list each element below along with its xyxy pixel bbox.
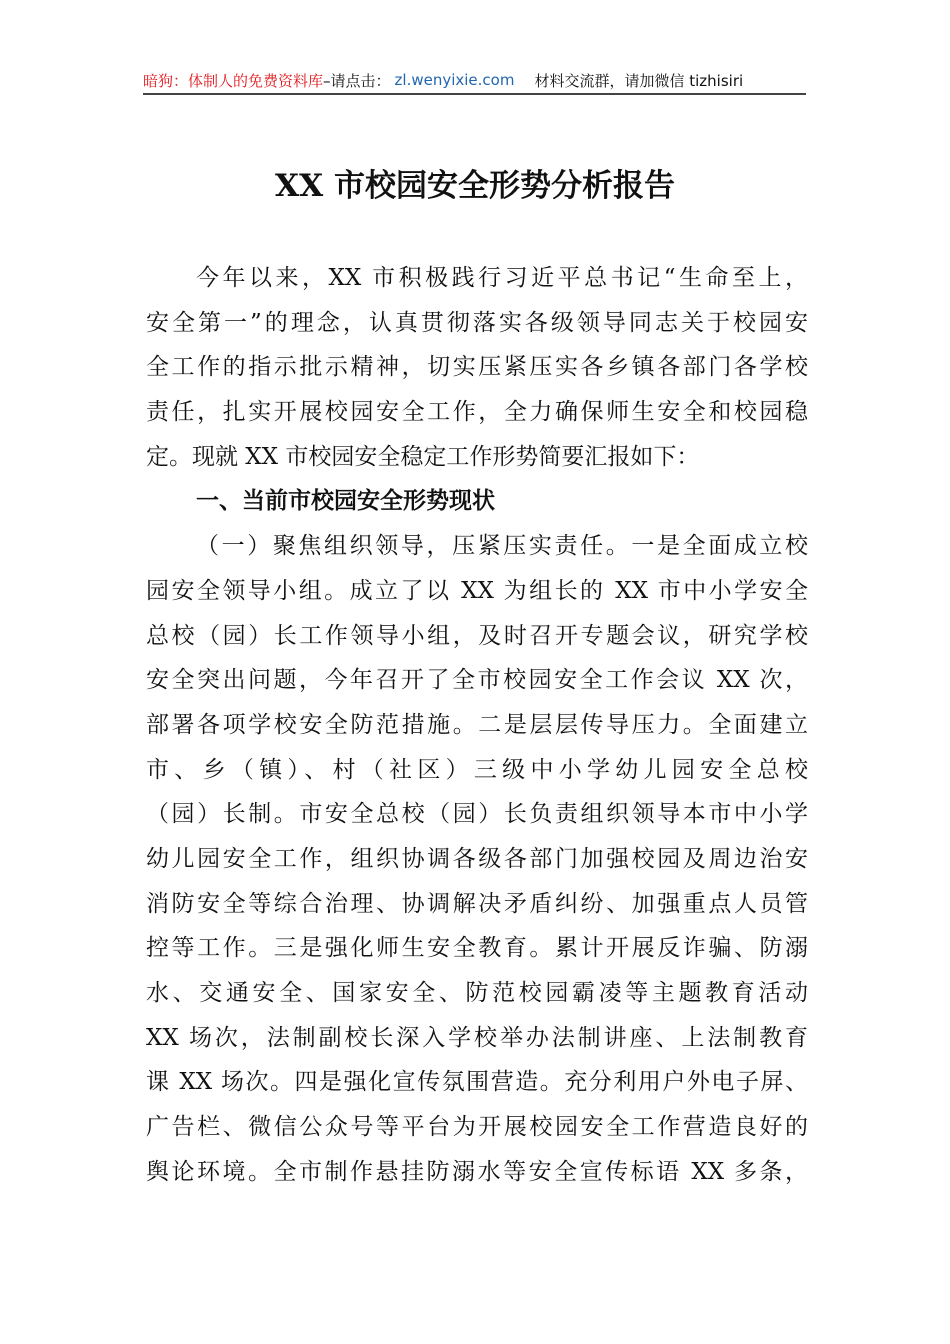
paragraph-line: （一）聚焦组织领导，压紧压实责任。一是全面成立校 xyxy=(196,533,808,560)
paragraph-line: 消防安全等综合治理、协调解决矛盾纠纷、加强重点人员管 xyxy=(146,890,808,917)
paragraph-line: 总校（园）长工作领导小组，及时召开专题会议，研究学校 xyxy=(146,622,808,649)
paragraph-line: 定。现就 XX 市校园安全稳定工作形势简要汇报如下： xyxy=(146,443,700,470)
paragraph-line: 部署各项学校安全防范措施。二是层层传导压力。全面建立 xyxy=(146,711,808,738)
page-header xyxy=(143,68,806,92)
paragraph-line: 控等工作。三是强化师生安全教育。累计开展反诈骗、防溺 xyxy=(146,935,808,962)
paragraph-line: 课 XX 场次。四是强化宣传氛围营造。充分利用户外电子屏、 xyxy=(146,1069,808,1096)
paragraph-line: 水、交通安全、国家安全、防范校园霸凌等主题教育活动 xyxy=(146,980,808,1006)
header-divider xyxy=(143,93,806,95)
website-link[interactable]: zl.wenyixie.com xyxy=(394,71,515,89)
paragraph-line: 幼儿园安全工作，组织协调各级各部门加强校园及周边治安 xyxy=(146,845,808,872)
paragraph-line: 舆论环境。全市制作悬挂防溺水等安全宣传标语 XX 多条， xyxy=(146,1158,808,1185)
paragraph-line: XX 场次，法制副校长深入学校举办法制讲座、上法制教育 xyxy=(146,1024,808,1051)
click-prompt: –请点击： xyxy=(323,71,391,90)
paragraph-line: 园安全领导小组。成立了以 XX 为组长的 XX 市中小学安全 xyxy=(146,577,808,604)
document-body xyxy=(146,256,808,1194)
paragraph-line: 责任，扎实开展校园安全工作，全力确保师生安全和校园稳 xyxy=(146,399,808,426)
paragraph-line: 市、乡（镇）、村（社区）三级中小学幼儿园安全总校 xyxy=(146,756,808,783)
section-heading: 一、当前市校园安全形势现状 xyxy=(196,488,495,515)
paragraph-line: 今年以来，XX 市积极践行习近平总书记“生命至上， xyxy=(196,265,808,291)
paragraph-line: 全工作的指示批示精神，切实压紧压实各乡镇各部门各学校 xyxy=(146,354,808,381)
paragraph-line: 广告栏、微信公众号等平台为开展校园安全工作营造良好的 xyxy=(146,1114,808,1141)
group-note: 材料交流群，请加微信 tizhisiri xyxy=(534,71,744,90)
paragraph-line: （园）长制。市安全总校（园）长负责组织领导本市中小学 xyxy=(146,801,808,828)
source-label: 暗狗：体制人的免费资料库 xyxy=(143,71,324,90)
paragraph-line: 安全第一”的理念，认真贯彻落实各级领导同志关于校园安 xyxy=(146,309,808,336)
document-title: XX 市校园安全形势分析报告 xyxy=(275,168,675,204)
paragraph-line: 安全突出问题，今年召开了全市校园安全工作会议 XX 次， xyxy=(146,667,808,694)
